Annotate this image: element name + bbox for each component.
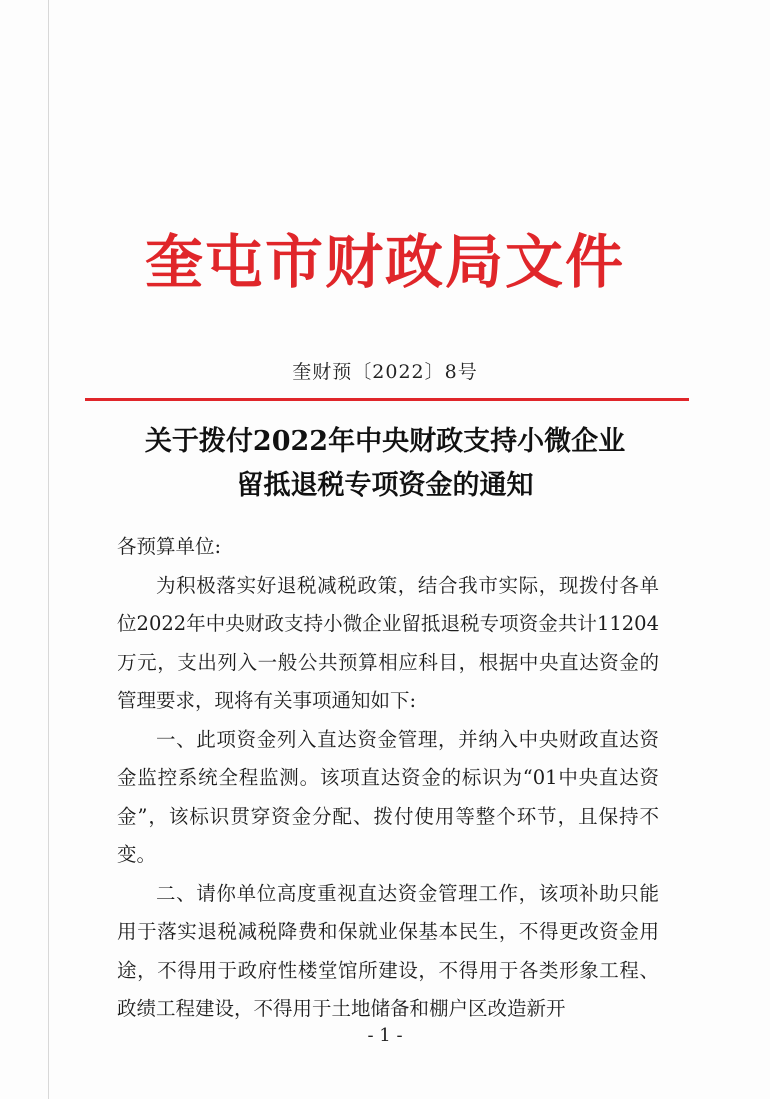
scan-edge-line [48,0,49,1099]
salutation: 各预算单位: [117,535,222,558]
document-body [117,528,659,1029]
issuer-header: 奎屯市财政局文件 [144,228,625,296]
document-number: 奎财预〔2022〕8号 [292,361,478,383]
document-title [0,420,770,508]
body-paragraph-item-2: 二、请你单位高度重视直达资金管理工作，该项补助只能用于落实退税减税降费和保就业保基本民生，不得更改资金用途，不得用于政府性楼堂馆所建设，不得用于各类形象工程、政绩工程建设，不得用于土地储备和棚户区改造新开 [117,881,659,1020]
title-line-2: 留抵退税专项资金的通知 [236,470,534,501]
title-line-1: 关于拨付2022年中央财政支持小微企业 [144,426,626,457]
page-number: - 1 - [367,1025,403,1046]
body-paragraph-item-1: 一、此项资金列入直达资金管理，并纳入中央财政直达资金监控系统全程监测。该项直达资金的标识为“01中央直达资金”，该标识贯穿资金分配、拨付使用等整个环节，且保持不变。 [117,727,659,866]
body-paragraph-intro: 为积极落实好退税减税政策，结合我市实际，现拨付各单位2022年中央财政支持小微企业留抵退税专项资金共计11204万元，支出列入一般公共预算相应科目，根据中央直达资金的管理要求，现将有关事项通知如下: [117,573,659,712]
red-divider-line [85,398,689,401]
